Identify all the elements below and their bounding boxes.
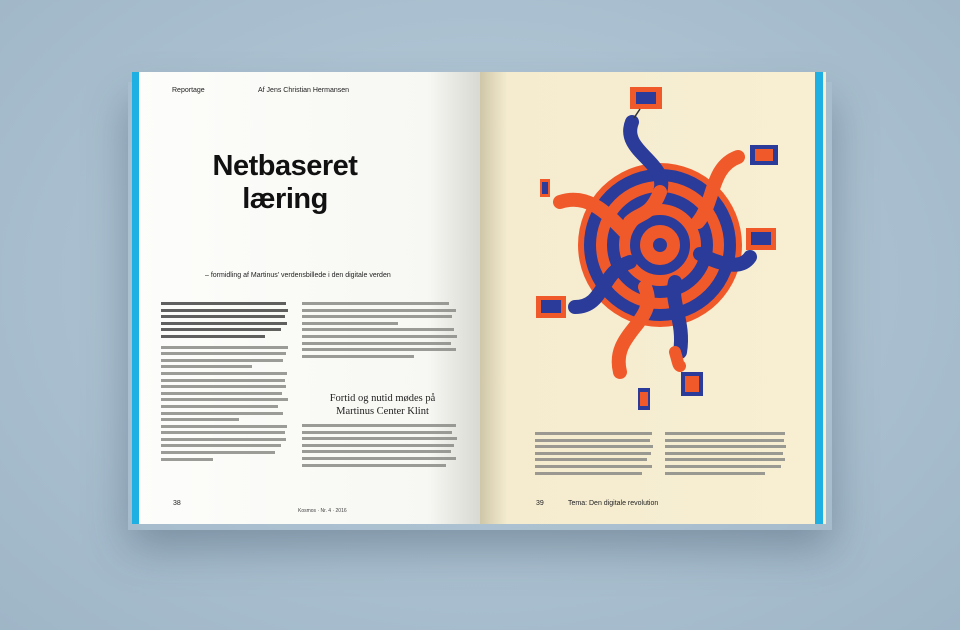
spiral-tentacle-illustration [520, 82, 790, 412]
right-body-column-1 [535, 432, 657, 478]
right-page-number: 39 [536, 500, 544, 507]
right-page-edge-stripe [815, 72, 823, 524]
left-page-footer: Kosmos · Nr. 4 · 2016 [298, 508, 347, 514]
author-byline: Af Jens Christian Hermansen [258, 87, 350, 94]
body-column-2-continued [302, 424, 462, 470]
right-body-column-2 [665, 432, 790, 478]
section-heading [300, 392, 465, 418]
left-page-number: 38 [173, 500, 181, 507]
section-label: Reportage [172, 87, 205, 94]
body-column-2 [302, 302, 462, 361]
right-page-footer-theme: Tema: Den digitale revolution [568, 500, 659, 507]
tentacle-bottom-right [674, 282, 681, 352]
title-line-2: læring [242, 183, 328, 215]
article-title [160, 150, 410, 216]
left-page-edge-stripe [132, 72, 139, 524]
title-line-1: Netbaseret [212, 150, 358, 182]
article-subtitle: – formidling af Martinus’ verdensbillede i den digitale verden [205, 272, 391, 279]
section-heading-line-1: Fortid og nutid mødes på [329, 393, 436, 404]
body-column-1 [161, 302, 291, 464]
section-heading-line-2: Martinus Center Klint [336, 406, 429, 417]
